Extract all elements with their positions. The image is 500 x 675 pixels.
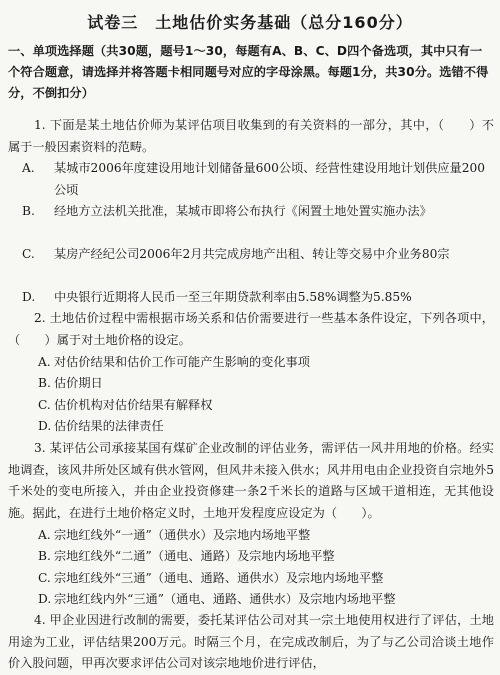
option-letter: D. [38, 419, 52, 433]
question-2-stem: 2. 土地估价过程中需根据市场关系和估价需要进行一些基本条件设定，下列各项中，（ ）属于对土地价格的设定。 [8, 311, 494, 347]
option-text: 对估价结果和估价工作可能产生影响的变化事项 [54, 355, 310, 369]
question-2-option-c[interactable] [38, 395, 494, 417]
question-3-option-c[interactable] [38, 568, 494, 590]
option-letter: D. [38, 592, 52, 606]
option-text: 宗地红线外“一通”（通供水）及宗地内场地平整 [54, 528, 311, 542]
option-text: 估价机构对估价结果有解释权 [54, 398, 213, 412]
question-3-option-d[interactable] [38, 589, 494, 611]
option-text: 某房产经纪公司2006年2月共完成房地产出租、转让等交易中介业务80宗 [54, 247, 450, 261]
option-text: 宗地红线外“二通”（通电、通路）及宗地内场地平整 [54, 549, 335, 563]
option-letter: B. [38, 549, 51, 563]
question-1-option-d[interactable] [22, 287, 494, 309]
option-text: 经地方立法机关批准，某城市即将公布执行《闲置土地处置实施办法》 [54, 204, 432, 218]
question-1-stem: 1. 下面是某土地估价师为某评估项目收集到的有关资料的一部分，其中，（ ）不属于一般因素资料的范畴。 [8, 118, 494, 154]
option-text: 宗地红线内外“三通”（通电、通路、通供水）及宗地内场地平整 [54, 592, 396, 606]
question-1-option-a[interactable] [22, 158, 494, 201]
option-text: 宗地红线外“三通”（通电、通路、通供水）及宗地内场地平整 [54, 571, 384, 585]
option-text: 估价结果的法律责任 [54, 419, 164, 433]
option-letter: C. [22, 247, 35, 261]
question-3-option-a[interactable] [38, 525, 494, 547]
option-letter: A. [38, 355, 51, 369]
option-text: 某城市2006年度建设用地计划储备量600公顷、经营性建设用地计划供应量200公顷 [54, 161, 485, 197]
question-3-option-b[interactable] [38, 546, 494, 568]
option-letter: A. [38, 528, 51, 542]
option-text: 中央银行近期将人民币一至三年期贷款利率由5.58%调整为5.85% [54, 290, 412, 304]
option-letter: D. [22, 290, 36, 304]
option-letter: B. [22, 204, 35, 218]
question-1-option-b[interactable] [22, 201, 494, 223]
question-2-option-a[interactable] [38, 352, 494, 374]
option-letter: B. [38, 376, 51, 390]
question-4-stem: 4. 甲企业因进行改制的需要，委托某评估公司对其一宗土地使用权进行了评估，土地用途为工业，评估结果200万元。时隔三个月，在完成改制后，为了与乙公司洽谈土地作价入股问题，甲再次要求评估公司对该宗地地价进行评估， [8, 613, 494, 671]
question-1-option-c[interactable] [22, 244, 494, 266]
section-instructions: 一、单项选择题（共30题，题号1～30，每题有A、B、C、D四个备选项，其中只有一个符合题意，请选择并将答题卡相同题号对应的字母涂黑。每题1分，共30分。选错不得分，不倒扣分） [8, 44, 489, 100]
question-2-option-d[interactable] [38, 416, 494, 438]
question-3-stem: 3. 某评估公司承接某国有煤矿企业改制的评估业务，需评估一风井用地的价格。经实地调查，该风井所处区域有供水管网，但风井未接入供水；风井用电由企业投资自宗地外5千米处的变电所接入，并由企业投资修建一条2千米长的道路与区域干道相连，无其他设施。据此，在进行土地价格定义时，土地开发程度应设定为（ ）。 [8, 441, 494, 520]
option-text: 估价期日 [54, 376, 103, 390]
question-2-option-b[interactable] [38, 373, 494, 395]
option-letter: C. [38, 571, 51, 585]
paper-title: 试卷三 土地估价实务基础（总分160分） [87, 13, 413, 32]
option-letter: C. [38, 398, 51, 412]
option-letter: A. [22, 161, 35, 175]
